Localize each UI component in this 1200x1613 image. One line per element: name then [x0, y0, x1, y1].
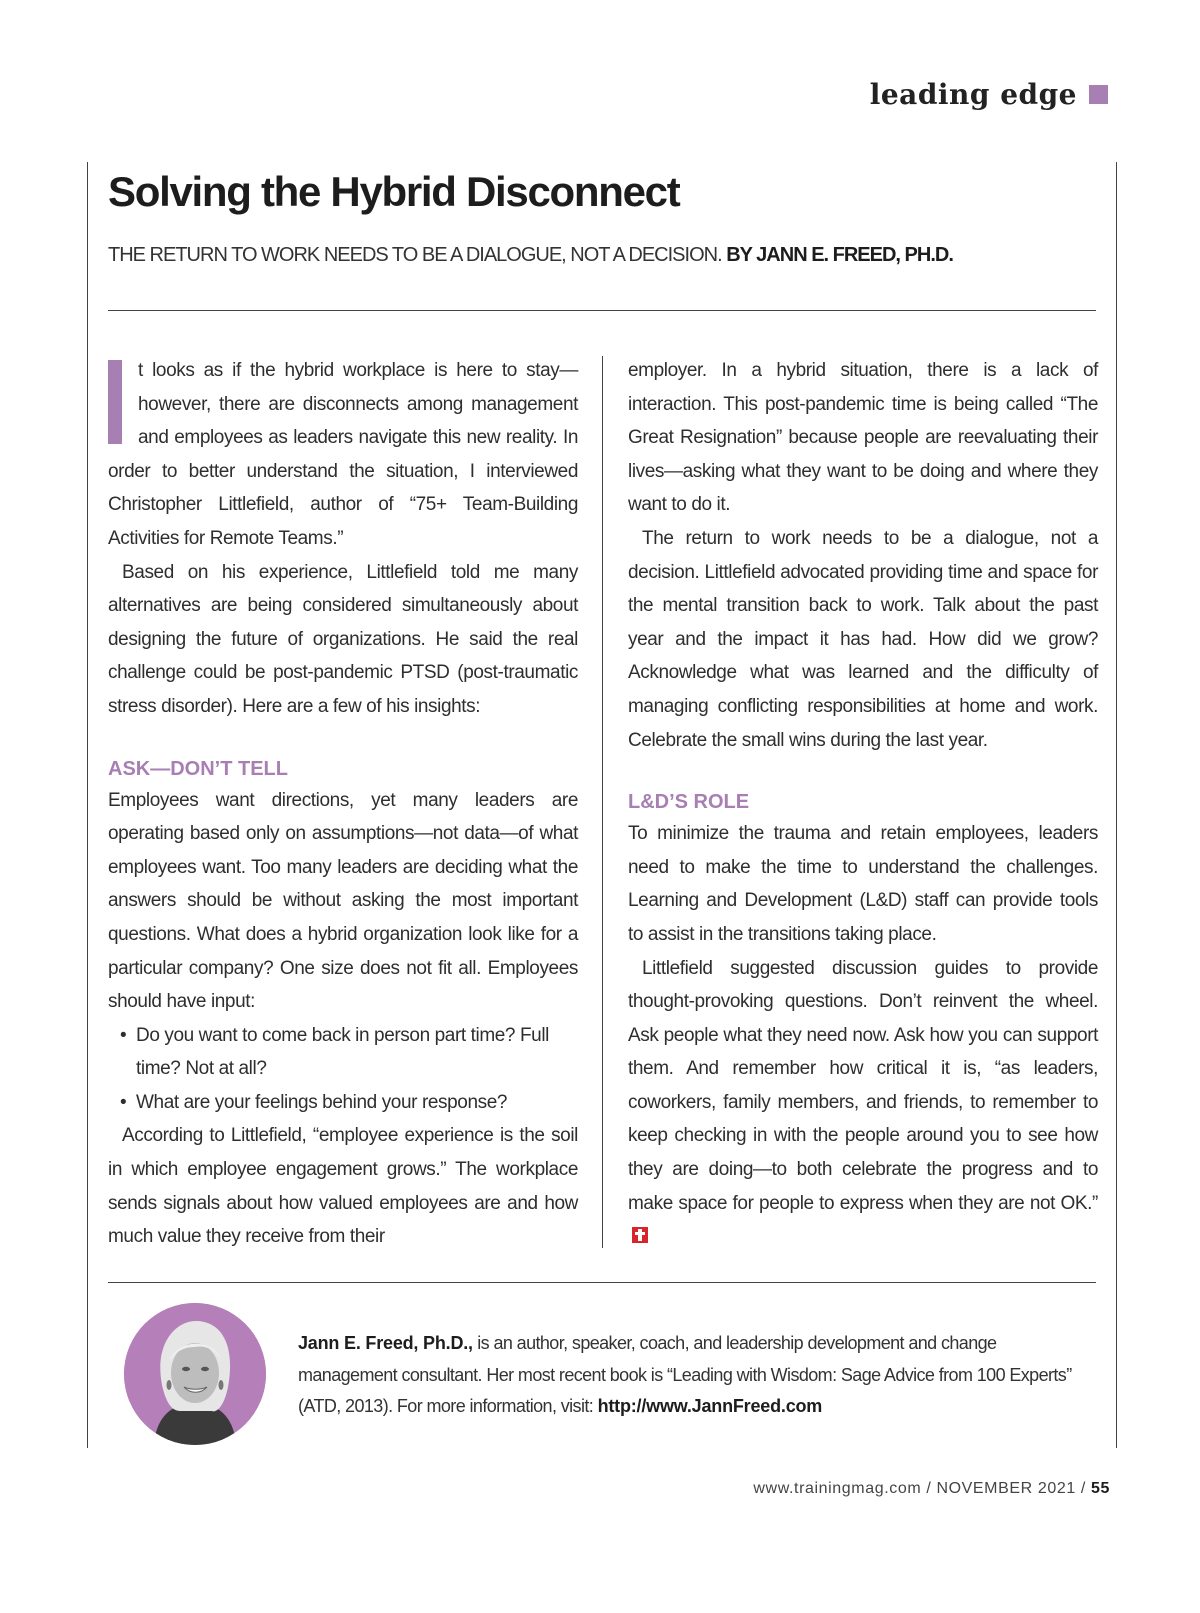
top-divider: [108, 310, 1096, 311]
author-portrait-icon: [124, 1303, 266, 1445]
bio-name: Jann E. Freed, Ph.D.,: [298, 1333, 473, 1353]
bio-text: is an author, speaker, coach, and leadership development and change management consultant. Her most recent book is “Leading with Wisdom: Sage Advice from 100 Experts” (ATD, 2013). For more information, visit:: [298, 1333, 1072, 1416]
article-title: Solving the Hybrid Disconnect: [108, 168, 680, 215]
bullet-item: [108, 1086, 578, 1120]
page-number: 55: [1091, 1480, 1110, 1497]
bullet-item: [108, 1019, 578, 1086]
paragraph-text: Littlefield suggested discussion guides to provide thought-provoking questions. Don’t reinvent the wheel. Ask people what they need now. Ask how you can support them. And remember how critical it is, “as leaders, coworkers, family members, and friends, to remember to keep checking in with the people around you to see how they are doing—to both celebrate the progress and to make space for people to express when they are not OK.”: [628, 957, 1098, 1214]
page-footer: [753, 1480, 1110, 1498]
author-photo: [124, 1303, 266, 1445]
deck-text: THE RETURN TO WORK NEEDS TO BE A DIALOGUE, NOT A DECISION.: [108, 244, 722, 266]
paragraph: employer. In a hybrid situation, there is a lack of interaction. This post-pandemic time is being called “The Great Resignation” because people are reevaluating their lives—asking what they want to be doing and where they want to do it.: [628, 360, 1098, 516]
paragraph: [108, 354, 578, 556]
paragraph: Employees want directions, yet many leaders are operating based only on assumptions—not data—of what employees want. Too many leaders are deciding what the answers should be without asking the most important questions. What does a hybrid organization look like for a particular company? One size does not fit all. Employees should have input:: [108, 789, 578, 1013]
bullet-text: What are your feelings behind your response?: [136, 1091, 508, 1113]
frame-right-rule: [1116, 162, 1117, 1448]
paragraph: To minimize the trauma and retain employees, leaders need to make the time to understand the challenges. Learning and Development (L&D) staff can provide tools to assist in the transitions taking place.: [628, 823, 1098, 945]
dropcap: [108, 360, 128, 444]
end-mark-icon: [632, 1227, 648, 1243]
paragraph-text: t looks as if the hybrid workplace is here to stay—however, there are disconnects among management and employees as leaders navigate this new reality. In order to better understand the situation, I interviewed Christopher Littlefield, author of “75+ Team-Building Activities for Remote Teams.”: [108, 360, 578, 549]
bio-url-link[interactable]: http://www.JannFreed.com: [597, 1396, 823, 1416]
section-tag: [870, 78, 1108, 111]
paragraph: Based on his experience, Littlefield told me many alternatives are being considered simultaneously about designing the future of organizations. He said the real challenge could be post-pandemic PTSD (post-traumatic stress disorder). Here are a few of his insights:: [108, 561, 578, 717]
paragraph: According to Littlefield, “employee experience is the soil in which employee engagement grows.” The workplace sends signals about how valued employees are and how much value they receive from their: [108, 1125, 578, 1248]
right-column: [628, 354, 1098, 1254]
frame-left-rule: [87, 162, 88, 1448]
section-tag-label: leading edge: [869, 78, 1077, 111]
article-byline: BY JANN E. FREED, PH.D.: [726, 244, 953, 266]
bullet-marker: •: [120, 1024, 127, 1046]
dropcap-bar: [108, 360, 122, 444]
section-tag-square: [1089, 85, 1108, 104]
left-column: [108, 354, 578, 1254]
column-divider: [602, 356, 603, 1248]
subhead-ask-dont-tell: ASK—DON’T TELL: [108, 757, 288, 780]
paragraph: [628, 952, 1098, 1254]
footer-site: www.trainingmag.com / NOVEMBER 2021 /: [753, 1480, 1091, 1497]
author-bio: [298, 1328, 1088, 1423]
paragraph: The return to work needs to be a dialogue, not a decision. Littlefield advocated providing time and space for the mental transition back to work. Talk about the past year and the impact it has had. How did we grow? Acknowledge what was learned and the difficulty of managing conflicting responsibilities at home and work. Celebrate the small wins during the last year.: [628, 527, 1098, 751]
subhead-ld-role: L&D’S ROLE: [628, 791, 750, 814]
bullet-text: Do you want to come back in person part time? Full time? Not at all?: [136, 1024, 549, 1080]
bullet-marker: •: [120, 1091, 127, 1113]
bottom-divider: [108, 1282, 1096, 1283]
article-deck: [108, 244, 953, 267]
